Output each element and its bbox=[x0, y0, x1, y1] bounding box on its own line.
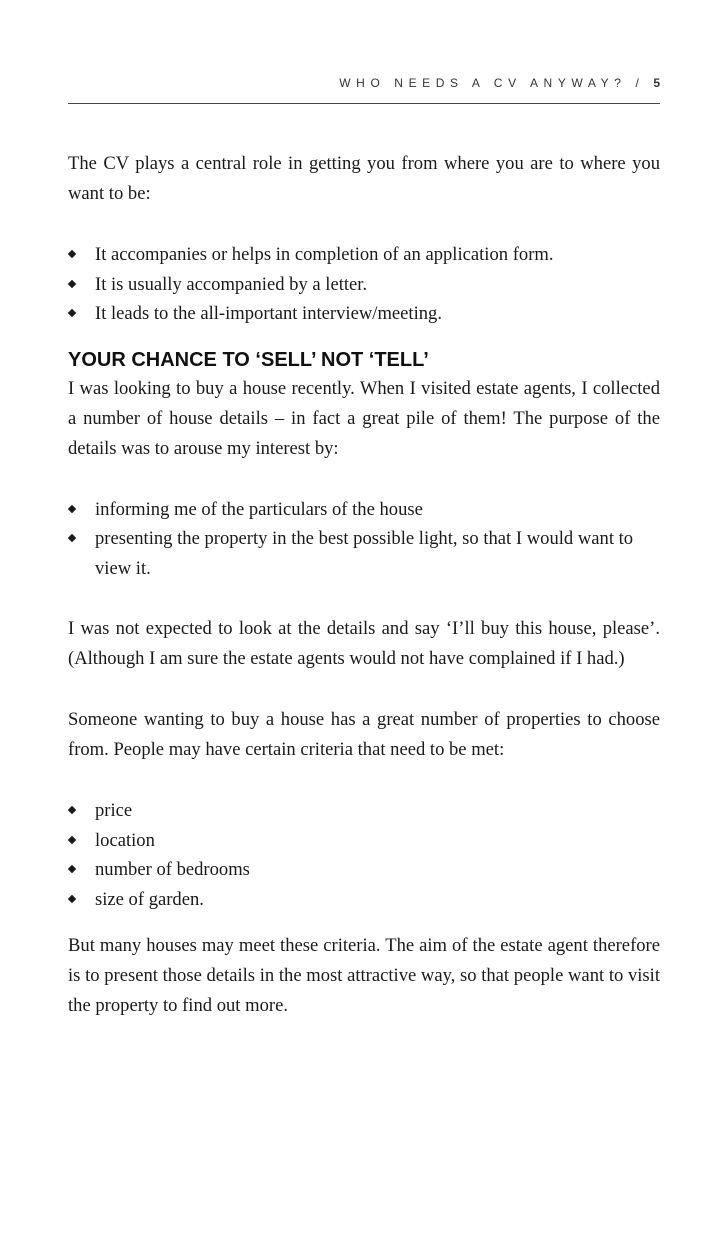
list-item: price bbox=[68, 796, 660, 826]
section-heading: YOUR CHANCE TO ‘SELL’ NOT ‘TELL’ bbox=[68, 348, 429, 371]
running-head-separator: / bbox=[635, 76, 645, 90]
list-item: location bbox=[68, 826, 660, 856]
section-paragraph-2: I was not expected to look at the details and say ‘I’ll buy this house, please’. (Although I am sure the estate agents would not have complained if I had.) bbox=[68, 618, 660, 669]
list-item: It is usually accompanied by a letter. bbox=[68, 270, 660, 300]
intro-bullet-list bbox=[68, 240, 660, 329]
diamond-bullet-icon bbox=[68, 250, 76, 258]
details-bullet-list bbox=[68, 495, 660, 584]
list-item: It leads to the all-important interview/meeting. bbox=[68, 299, 660, 329]
diamond-bullet-icon bbox=[68, 894, 76, 902]
criteria-bullet-list bbox=[68, 796, 660, 914]
page-content bbox=[68, 149, 660, 1021]
list-item: number of bedrooms bbox=[68, 855, 660, 885]
intro-paragraph: The CV plays a central role in getting you from where you are to where you want to be: bbox=[68, 153, 660, 204]
list-item: It accompanies or helps in completion of an application form. bbox=[68, 240, 660, 270]
diamond-bullet-icon bbox=[68, 865, 76, 873]
diamond-bullet-icon bbox=[68, 279, 76, 287]
diamond-bullet-icon bbox=[68, 806, 76, 814]
diamond-bullet-icon bbox=[68, 309, 76, 317]
diamond-bullet-icon bbox=[68, 534, 76, 542]
section-paragraph-4: But many houses may meet these criteria. The aim of the estate agent therefore is to present those details in the most attractive way, so that people want to visit the property to find out more. bbox=[68, 935, 660, 1016]
running-head-title: WHO NEEDS A CV ANYWAY? bbox=[339, 76, 627, 90]
section-paragraph-3: Someone wanting to buy a house has a great number of properties to choose from. People may have certain criteria that need to be met: bbox=[68, 709, 660, 760]
page-number: 5 bbox=[653, 76, 660, 90]
list-item: size of garden. bbox=[68, 885, 660, 915]
list-item: informing me of the particulars of the house bbox=[68, 495, 660, 525]
list-item: presenting the property in the best possible light, so that I would want to view it. bbox=[68, 524, 660, 583]
section-paragraph-1: I was looking to buy a house recently. When I visited estate agents, I collected a number of house details – in fact a great pile of them! The purpose of the details was to arouse my interest by: bbox=[68, 377, 660, 459]
header-rule bbox=[68, 103, 660, 104]
diamond-bullet-icon bbox=[68, 835, 76, 843]
running-head bbox=[339, 76, 660, 90]
diamond-bullet-icon bbox=[68, 504, 76, 512]
